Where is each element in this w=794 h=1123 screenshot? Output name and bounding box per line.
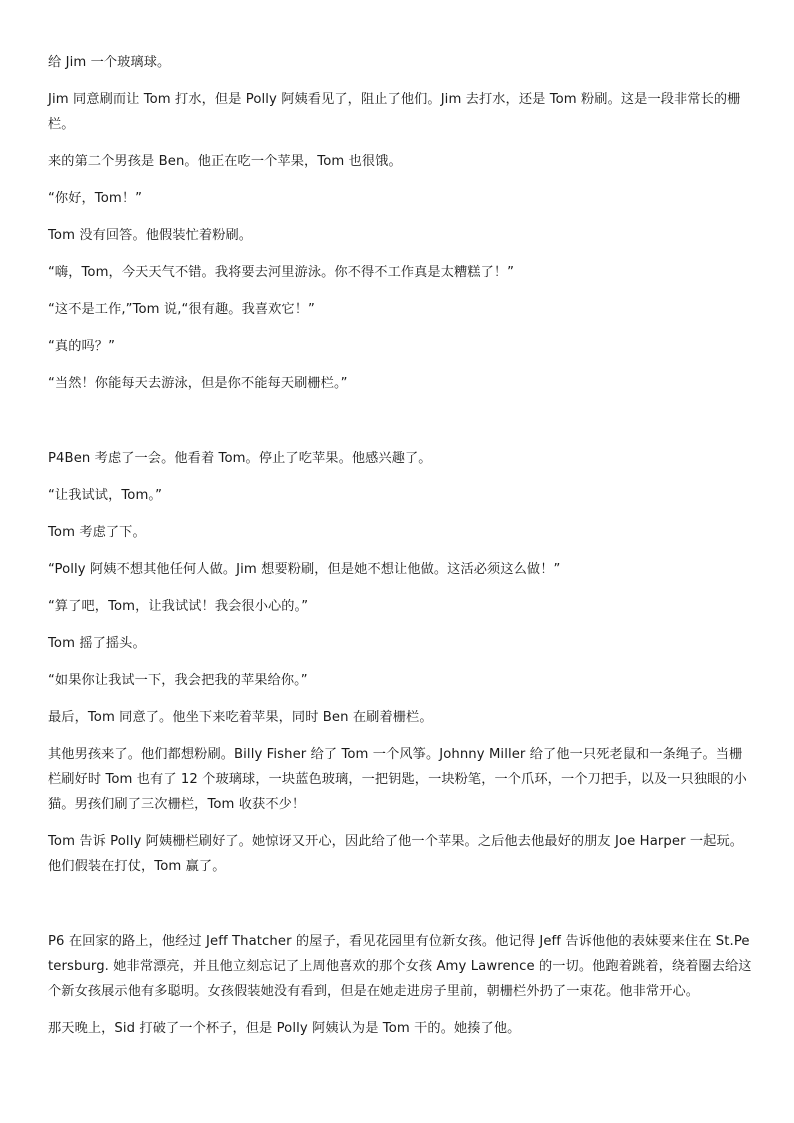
paragraph: 来的第二个男孩是 Ben。他正在吃一个苹果，Tom 也很饿。 <box>48 154 402 169</box>
paragraph: “这不是工作,”Tom 说,“很有趣。我喜欢它！” <box>48 302 315 317</box>
paragraph: Tom 没有回答。他假装忙着粉刷。 <box>48 228 253 243</box>
paragraph: “当然！你能每天去游泳，但是你不能每天刷栅栏。” <box>48 376 348 391</box>
document-body <box>48 50 754 1053</box>
paragraph: 那天晚上，Sid 打破了一个杯子，但是 Polly 阿姨认为是 Tom 干的。她揍了他。 <box>48 1021 521 1036</box>
paragraph: “如果你让我试一下，我会把我的苹果给你。” <box>48 673 308 688</box>
paragraph: Jim 同意刷而让 Tom 打水，但是 Polly 阿姨看见了，阻止了他们。Jim 去打水，还是 Tom 粉刷。这是一段非常长的栅栏。 <box>48 92 741 132</box>
paragraph: 其他男孩来了。他们都想粉刷。Billy Fisher 给了 Tom 一个风筝。Johnny Miller 给了他一只死老鼠和一条绳子。当栅栏刷好时 Tom 也有了 12 个玻璃球，一块蓝色玻璃，一把钥匙，一块粉笔，一个爪环，一个刀把手，以及一只独眼的小猫。男孩们刷了三次栅栏，Tom 收获不少！ <box>48 747 747 812</box>
paragraph: “你好，Tom！” <box>48 191 143 206</box>
paragraph: 给 Jim 一个玻璃球。 <box>48 55 171 70</box>
paragraph: “让我试试，Tom。” <box>48 488 163 503</box>
paragraph: P6 在回家的路上，他经过 Jeff Thatcher 的屋子，看见花园里有位新女孩。他记得 Jeff 告诉他他的表妹要来住在 St.Petersburg. 她非常漂亮，并且他立刻忘记了上周他喜欢的那个女孩 Amy Lawrence 的一切。他跑着跳着，绕着圈去给这个新女孩展示他有多聪明。女孩假装她没有看到，但是在她走进房子里前，朝栅栏外扔了一束花。他非常开心。 <box>48 934 752 999</box>
paragraph: “真的吗？” <box>48 339 116 354</box>
paragraph: 最后，Tom 同意了。他坐下来吃着苹果，同时 Ben 在刷着栅栏。 <box>48 710 433 725</box>
paragraph: Tom 告诉 Polly 阿姨栅栏刷好了。她惊讶又开心，因此给了他一个苹果。之后他去他最好的朋友 Joe Harper 一起玩。他们假装在打仗，Tom 赢了。 <box>48 834 744 874</box>
section-spacer <box>48 408 754 446</box>
section-spacer <box>48 891 754 929</box>
paragraph: “Polly 阿姨不想其他任何人做。Jim 想要粉刷，但是她不想让他做。这活必须这么做！” <box>48 562 561 577</box>
paragraph: “嗨，Tom，今天天气不错。我将要去河里游泳。你不得不工作真是太糟糕了！” <box>48 265 515 280</box>
paragraph: “算了吧，Tom，让我试试！我会很小心的。” <box>48 599 309 614</box>
paragraph: Tom 考虑了下。 <box>48 525 146 540</box>
paragraph: Tom 摇了摇头。 <box>48 636 146 651</box>
paragraph: P4Ben 考虑了一会。他看着 Tom。停止了吃苹果。他感兴趣了。 <box>48 451 432 466</box>
